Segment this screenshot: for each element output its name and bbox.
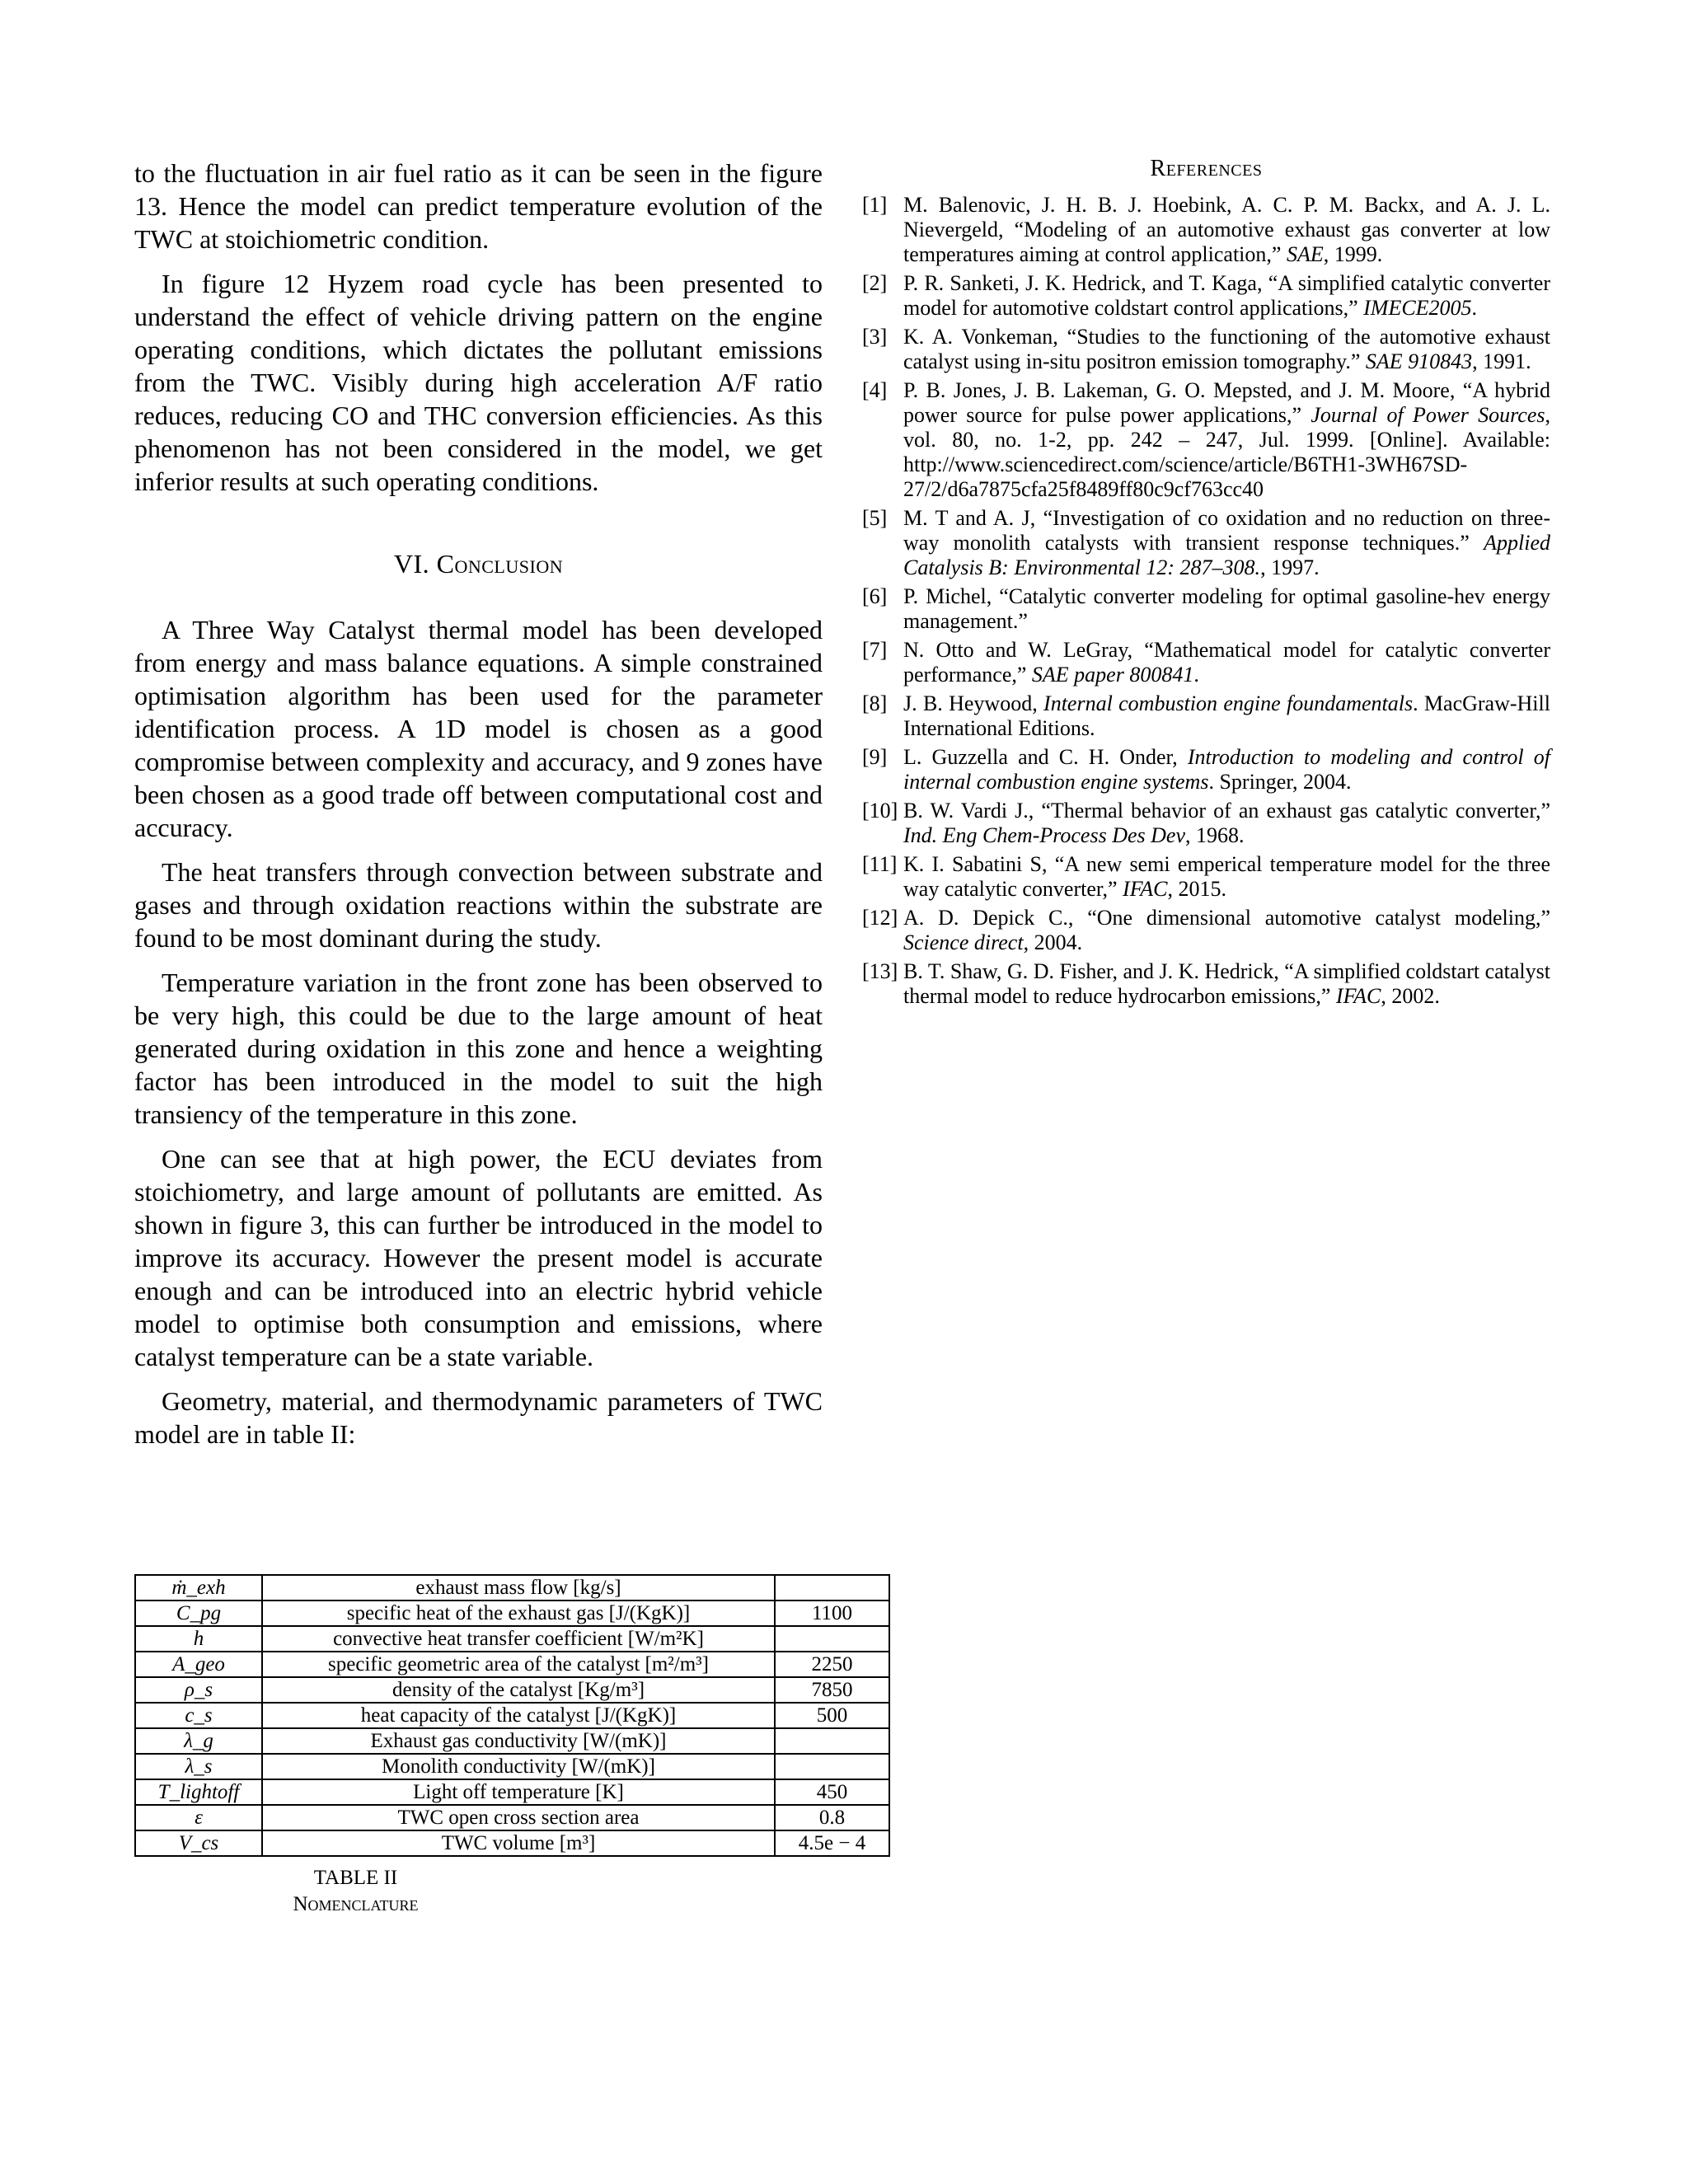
reference-item (862, 378, 1550, 502)
table-row (135, 1728, 889, 1754)
reference-text-main: M. Balenovic, J. H. B. J. Hoebink, A. C. P. M. Backx, and A. J. L. Nievergeld, “Modeling of an automotive exhaust gas converter at low temperatures aiming at control application,” (903, 193, 1550, 266)
reference-number: [7] (862, 638, 888, 662)
reference-text-tail: . (1193, 663, 1199, 687)
table-description-cell: density of the catalyst [Kg/m³] (262, 1677, 775, 1703)
reference-text (903, 745, 1550, 794)
reference-text (903, 584, 1550, 634)
reference-text-main: N. Otto and W. LeGray, “Mathematical model for catalytic converter performance,” (903, 638, 1550, 687)
reference-text-italic: IFAC (1335, 984, 1381, 1008)
reference-text (903, 852, 1550, 902)
reference-text-main: M. T and A. J, “Investigation of co oxidation and no reduction on three-way monolith catalysts with transient response techniques.” (903, 506, 1550, 555)
reference-text-tail: , vol. 80, no. 1-2, pp. 242 – 247, Jul. 1999. [Online]. Available: http://www.sciencedirect.com/science/article/B6TH1-3WH67SD-27/2/d6a7875cfa25f8489ff80c9cf763cc40 (903, 403, 1550, 501)
reference-text-main: B. T. Shaw, G. D. Fisher, and J. K. Hedrick, “A simplified coldstart catalyst thermal model to reduce hydrocarbon emissions,” (903, 959, 1550, 1008)
table-value-cell (775, 1728, 889, 1754)
table-description-cell: Monolith conductivity [W/(mK)] (262, 1754, 775, 1779)
reference-text-tail: , 1997. (1260, 555, 1320, 579)
reference-text (903, 325, 1550, 374)
table-value-cell (775, 1575, 889, 1601)
table-row (135, 1677, 889, 1703)
reference-text-main: L. Guzzella and C. H. Onder, (903, 745, 1188, 769)
table-description-cell: Exhaust gas conductivity [W/(mK)] (262, 1728, 775, 1754)
reference-item (862, 959, 1550, 1009)
body-paragraph: A Three Way Catalyst thermal model has been developed from energy and mass balance equations. A simple constrained optimisation algorithm has been used for the parameter identification process. A 1D model is chosen as a good compromise between complexity and accuracy, and 9 zones have been chosen as a good trade off between computational cost and accuracy. (134, 615, 823, 842)
body-paragraph: In figure 12 Hyzem road cycle has been presented to understand the effect of vehicle driving pattern on the engine operating conditions, which dictates the pollutant emissions from the TWC. Visibly during high acceleration A/F ratio reduces, reducing CO and THC conversion efficiencies. As this phenomenon has not been considered in the model, we get inferior results at such operating conditions. (134, 269, 823, 496)
reference-text-italic: Applied Catalysis B: Environmental 12: 287–308. (903, 531, 1550, 579)
reference-number: [5] (862, 506, 888, 530)
left-column (134, 157, 823, 1462)
references-title: References (1150, 156, 1263, 181)
reference-number: [3] (862, 325, 888, 349)
body-paragraph: The heat transfers through convection between substrate and gases and through oxidation reactions within the substrate are found to be most dominant during the study. (134, 857, 823, 953)
reference-text-main: J. B. Heywood, (903, 691, 1044, 715)
reference-item (862, 506, 1550, 580)
reference-text-italic: SAE paper 800841 (1031, 663, 1194, 687)
table-description-cell: exhaust mass flow [kg/s] (262, 1575, 775, 1601)
reference-text (903, 959, 1550, 1009)
reference-item (862, 852, 1550, 902)
reference-text-italic: Science direct (903, 930, 1024, 954)
reference-text-main: K. A. Vonkeman, “Studies to the functioning of the automotive exhaust catalyst using in-situ positron emission tomography.” (903, 325, 1550, 373)
reference-text-italic: IFAC (1123, 877, 1168, 901)
reference-number: [4] (862, 378, 888, 402)
reference-number: [9] (862, 745, 888, 769)
table-symbol-cell: h (135, 1626, 262, 1652)
reference-text-italic: IMECE2005 (1363, 296, 1472, 320)
reference-number: [1] (862, 193, 888, 217)
table-value-cell: 500 (775, 1703, 889, 1728)
table-row (135, 1626, 889, 1652)
body-paragraph: One can see that at high power, the ECU deviates from stoichiometry, and large amount of pollutants are emitted. As shown in figure 3, this can further be introduced in the model to improve its accuracy. However the present model is accurate enough and can be introduced into an electric hybrid vehicle model to optimise both consumption and emissions, where catalyst temperature can be a state variable. (134, 1144, 823, 1371)
reference-item (862, 193, 1550, 267)
reference-text-main: A. D. Depick C., “One dimensional automotive catalyst modeling,” (903, 906, 1550, 930)
reference-item (862, 271, 1550, 321)
nomenclature-table-container (134, 1574, 890, 1918)
reference-item (862, 325, 1550, 374)
reference-item (862, 584, 1550, 634)
reference-text-main: P. B. Jones, J. B. Lakeman, G. O. Mepsted, and J. M. Moore, “A hybrid power source for pulse power applications,” (903, 378, 1550, 427)
table-symbol-cell: T_lightoff (135, 1779, 262, 1805)
reference-number: [13] (862, 959, 898, 983)
reference-number: [11] (862, 852, 898, 876)
table-value-cell: 4.5e − 4 (775, 1830, 889, 1856)
body-paragraph: to the fluctuation in air fuel ratio as it can be seen in the figure 13. Hence the model can predict temperature evolution of the TWC at stoichiometric condition. (134, 158, 823, 254)
reference-text-tail: , 1999. (1323, 242, 1383, 266)
reference-text-italic: Introduction to modeling and control of internal combustion engine systems (903, 745, 1551, 794)
reference-text-italic: Ind. Eng Chem-Process Des Dev (903, 823, 1185, 847)
table-caption-label: TABLE II (313, 1867, 398, 1889)
reference-item (862, 691, 1550, 741)
body-paragraph: Geometry, material, and thermodynamic parameters of TWC model are in table II: (134, 1386, 823, 1449)
table-symbol-cell: A_geo (135, 1652, 262, 1677)
table-symbol-cell: c_s (135, 1703, 262, 1728)
nomenclature-table (134, 1574, 890, 1857)
reference-text-tail: , 2015. (1167, 877, 1226, 901)
table-description-cell: TWC volume [m³] (262, 1830, 775, 1856)
table-value-cell: 7850 (775, 1677, 889, 1703)
reference-text-italic: SAE 910843 (1365, 349, 1473, 373)
reference-text (903, 506, 1550, 580)
reference-text (903, 691, 1550, 741)
reference-text-main: P. R. Sanketi, J. K. Hedrick, and T. Kaga, “A simplified catalytic converter model for automotive coldstart control applications,” (903, 271, 1550, 320)
table-caption-title: Nomenclature (293, 1893, 419, 1915)
reference-item (862, 799, 1550, 848)
table-description-cell: specific heat of the exhaust gas [J/(KgK)] (262, 1601, 775, 1626)
reference-number: [6] (862, 584, 888, 608)
reference-text (903, 799, 1550, 848)
table-description-cell: heat capacity of the catalyst [J/(KgK)] (262, 1703, 775, 1728)
reference-item (862, 906, 1550, 955)
reference-text-tail: . (1471, 296, 1478, 320)
table-symbol-cell: ε (135, 1805, 262, 1830)
table-symbol-cell: ρ_s (135, 1677, 262, 1703)
table-row (135, 1703, 889, 1728)
table-value-cell (775, 1754, 889, 1779)
reference-text (903, 906, 1550, 955)
reference-text-italic: SAE (1286, 242, 1324, 266)
table-row (135, 1601, 889, 1626)
section-title: VI. Conclusion (393, 549, 564, 579)
table-value-cell (775, 1626, 889, 1652)
table-description-cell: Light off temperature [K] (262, 1779, 775, 1805)
reference-text-main: P. Michel, “Catalytic converter modeling for optimal gasoline-hev energy management.” (903, 584, 1550, 633)
reference-text-tail: , 2004. (1023, 930, 1083, 954)
reference-number: [8] (862, 691, 888, 715)
table-description-cell: convective heat transfer coefficient [W/m²K] (262, 1626, 775, 1652)
table-symbol-cell: λ_g (135, 1728, 262, 1754)
reference-item (862, 745, 1550, 794)
reference-text-main: B. W. Vardi J., “Thermal behavior of an exhaust gas catalytic converter,” (903, 799, 1550, 823)
references-list (862, 193, 1550, 1009)
reference-text-tail: , 1968. (1185, 823, 1245, 847)
reference-number: [12] (862, 906, 898, 930)
table-value-cell: 0.8 (775, 1805, 889, 1830)
table-row (135, 1652, 889, 1677)
reference-text (903, 378, 1550, 502)
body-paragraph: Temperature variation in the front zone has been observed to be very high, this could be due to the large amount of heat generated during oxidation in this zone and hence a weighting factor has been introduced in the model to suit the high transiency of the temperature in this zone. (134, 968, 823, 1129)
table-row (135, 1754, 889, 1779)
reference-text-tail: , 2002. (1381, 984, 1440, 1008)
reference-number: [2] (862, 271, 888, 295)
reference-item (862, 638, 1550, 687)
table-row (135, 1830, 889, 1856)
references-column (862, 157, 1550, 1013)
reference-number: [10] (862, 799, 898, 823)
table-symbol-cell: V_cs (135, 1830, 262, 1856)
table-row (135, 1779, 889, 1805)
table-symbol-cell: λ_s (135, 1754, 262, 1779)
reference-text-tail: . MacGraw-Hill International Editions. (903, 691, 1550, 740)
table-row (135, 1805, 889, 1830)
reference-text (903, 271, 1550, 321)
reference-text-tail: . Springer, 2004. (1208, 770, 1352, 794)
reference-text-italic: Internal combustion engine foundamentals (1043, 691, 1414, 715)
table-value-cell: 2250 (775, 1652, 889, 1677)
reference-text (903, 193, 1550, 267)
table-description-cell: specific geometric area of the catalyst [m²/m³] (262, 1652, 775, 1677)
reference-text-main: K. I. Sabatini S, “A new semi emperical temperature model for the three way catalytic converter,” (903, 852, 1550, 901)
reference-text (903, 638, 1550, 687)
table-row (135, 1575, 889, 1601)
table-caption (0, 1865, 890, 1918)
table-description-cell: TWC open cross section area (262, 1805, 775, 1830)
table-symbol-cell: C_pg (135, 1601, 262, 1626)
table-symbol-cell: ṁ_exh (135, 1575, 262, 1601)
reference-text-tail: , 1991. (1472, 349, 1531, 373)
reference-text-italic: Journal of Power Sources (1311, 403, 1545, 427)
table-value-cell: 450 (775, 1779, 889, 1805)
table-value-cell: 1100 (775, 1601, 889, 1626)
